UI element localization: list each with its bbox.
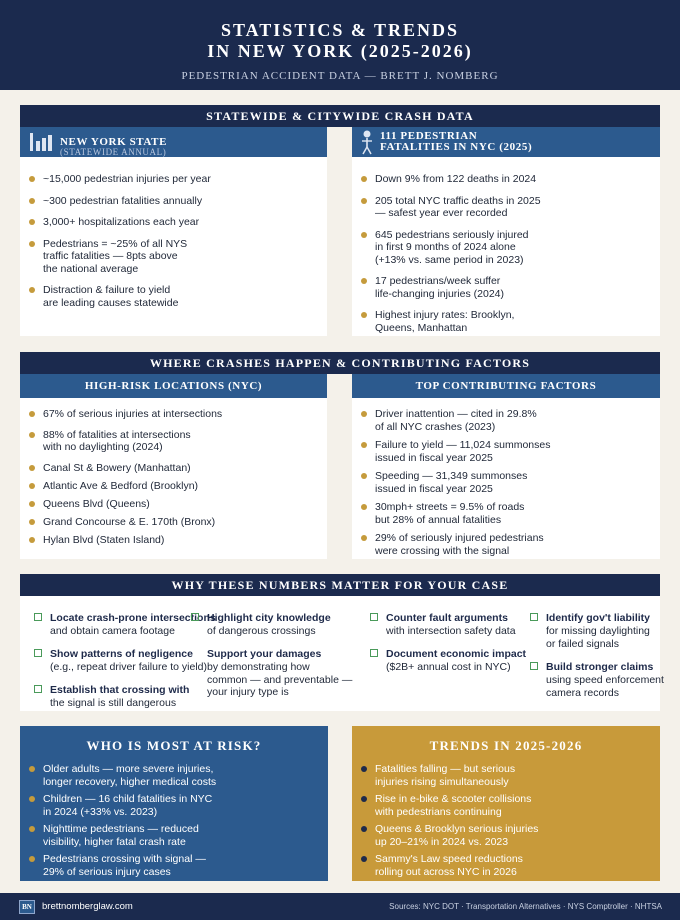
- why-item-desc: (e.g., repeat driver failure to yield): [50, 661, 207, 673]
- nyc-fatalities-heading-line1: 111 PEDESTRIAN: [380, 130, 478, 142]
- list-item: 645 pedestrians seriously injured in first 9 months of 2024 alone (+13% vs. same period in 2023): [361, 229, 651, 267]
- new-york-state-subheading: (STATEWIDE ANNUAL): [60, 147, 167, 157]
- why-item-desc: ($2B+ annual cost in NYC): [386, 661, 511, 673]
- why-item-title: Locate crash-prone intersections: [50, 612, 216, 624]
- contributing-factors-card: [352, 374, 660, 559]
- most-at-risk-panel: [20, 726, 328, 881]
- list-item: Driver inattention — cited in 29.8% of all NYC crashes (2023): [361, 408, 651, 433]
- list-item: Queens & Brooklyn serious injuries up 20–21% in 2024 vs. 2023: [361, 823, 651, 848]
- list-item: Distraction & failure to yield are leading causes statewide: [29, 284, 319, 309]
- list-item: 205 total NYC traffic deaths in 2025 — safest year ever recorded: [361, 195, 651, 220]
- new-york-state-card: [20, 127, 327, 336]
- checkbox-icon: [191, 613, 199, 621]
- list-item: Rise in e-bike & scooter collisions with pedestrians continuing: [361, 793, 651, 818]
- website-link[interactable]: brettnomberglaw.com: [42, 901, 133, 912]
- page-title-line2: IN NEW YORK (2025-2026): [207, 41, 473, 61]
- why-item-title: Support your damages: [207, 648, 322, 660]
- why-item-title: Show patterns of negligence: [50, 648, 193, 660]
- list-item: Nighttime pedestrians — reduced visibility, higher fatal crash rate: [29, 823, 319, 848]
- why-item-desc: by demonstrating how common — and preventable — your injury type is: [207, 661, 353, 698]
- list-item: Atlantic Ave & Bedford (Brooklyn): [29, 480, 319, 493]
- page-subtitle: PEDESTRIAN ACCIDENT DATA — BRETT J. NOMBERG: [181, 70, 499, 82]
- high-risk-locations-list: [29, 408, 319, 546]
- list-item: 30mph+ streets = 9.5% of roads but 28% of annual fatalities: [361, 501, 651, 526]
- list-item: 88% of fatalities at intersections with no daylighting (2024): [29, 429, 319, 454]
- list-item: Pedestrians = ~25% of all NYS traffic fatalities — 8pts above the national average: [29, 238, 319, 276]
- contributing-factors-list: [361, 408, 651, 557]
- high-risk-locations-card: [20, 374, 327, 559]
- list-item: Grand Concourse & E. 170th (Bronx): [29, 516, 319, 529]
- list-item: Failure to yield — 11,024 summonses issued in fiscal year 2025: [361, 439, 651, 464]
- page-title-line1: STATISTICS & TRENDS: [220, 20, 460, 40]
- list-item: Fatalities falling — but serious injuries rising simultaneously: [361, 763, 651, 788]
- list-item: Sammy's Law speed reductions rolling out across NYC in 2026: [361, 853, 651, 878]
- high-risk-locations-heading: HIGH-RISK LOCATIONS (NYC): [20, 374, 327, 398]
- section-why-title: WHY THESE NUMBERS MATTER FOR YOUR CASE: [20, 574, 660, 596]
- trends-list: [361, 763, 651, 878]
- new-york-state-header: [20, 127, 327, 157]
- list-item: Canal St & Bowery (Manhattan): [29, 462, 319, 475]
- section-statewide-title: STATEWIDE & CITYWIDE CRASH DATA: [20, 105, 660, 127]
- why-item-title: Highlight city knowledge: [207, 612, 331, 624]
- why-item-desc: with intersection safety data: [386, 625, 516, 637]
- trends-panel: [352, 726, 660, 881]
- why-numbers-matter-card: [20, 596, 664, 711]
- why-item-desc: using speed enforcement camera records: [546, 674, 664, 699]
- checkbox-icon: [530, 613, 538, 621]
- why-item-desc: of dangerous crossings: [207, 625, 316, 637]
- trends-title: TRENDS IN 2025-2026: [429, 738, 583, 753]
- list-item: Queens Blvd (Queens): [29, 498, 319, 511]
- list-item: 29% of seriously injured pedestrians were crossing with the signal: [361, 532, 651, 557]
- nyc-fatalities-list: [361, 173, 651, 334]
- new-york-state-list: [29, 173, 319, 309]
- list-item: Children — 16 child fatalities in NYC in 2024 (+33% vs. 2023): [29, 793, 319, 818]
- checkbox-icon: [530, 662, 538, 670]
- nyc-fatalities-header: [352, 127, 660, 157]
- sources-text: Sources: NYC DOT · Transportation Alternatives · NYS Comptroller · NHTSA: [389, 902, 662, 911]
- most-at-risk-list: [29, 763, 319, 878]
- list-item: Down 9% from 122 deaths in 2024: [361, 173, 651, 186]
- most-at-risk-title: WHO IS MOST AT RISK?: [86, 738, 262, 753]
- bar-chart-icon: [30, 131, 54, 151]
- why-item-desc: and obtain camera footage: [50, 625, 175, 637]
- checkbox-icon: [370, 649, 378, 657]
- list-item: 67% of serious injuries at intersections: [29, 408, 319, 421]
- nyc-fatalities-heading-line2: FATALITIES IN NYC (2025): [380, 141, 533, 153]
- list-item: ~300 pedestrian fatalities annually: [29, 195, 319, 208]
- contributing-factors-heading: TOP CONTRIBUTING FACTORS: [352, 374, 660, 398]
- page-header: [0, 0, 680, 90]
- list-item: Hylan Blvd (Staten Island): [29, 534, 319, 547]
- why-item-desc: for missing daylighting or failed signals: [546, 625, 650, 650]
- new-york-state-heading: NEW YORK STATE: [60, 136, 168, 148]
- list-item: ~15,000 pedestrian injuries per year: [29, 173, 319, 186]
- why-item-title: Identify gov't liability: [546, 612, 651, 624]
- checkbox-icon: [370, 613, 378, 621]
- list-item: Older adults — more severe injuries, longer recovery, higher medical costs: [29, 763, 319, 788]
- why-item-title: Document economic impact: [386, 648, 527, 660]
- firm-logo: BN: [19, 900, 35, 914]
- why-item-title: Build stronger claims: [546, 661, 654, 673]
- checkbox-icon: [34, 685, 42, 693]
- checkbox-icon: [34, 613, 42, 621]
- pedestrian-icon: [360, 130, 374, 155]
- list-item: 3,000+ hospitalizations each year: [29, 216, 319, 229]
- nyc-fatalities-card: [352, 127, 660, 336]
- list-item: Speeding — 31,349 summonses issued in fiscal year 2025: [361, 470, 651, 495]
- list-item: Highest injury rates: Brooklyn, Queens, Manhattan: [361, 309, 651, 334]
- list-item: Pedestrians crossing with signal — 29% of serious injury cases: [29, 853, 319, 878]
- why-item-title: Counter fault arguments: [386, 612, 508, 624]
- checkbox-icon: [34, 649, 42, 657]
- page-footer: [0, 893, 680, 920]
- why-item-title: Establish that crossing with: [50, 684, 190, 696]
- why-item-desc: the signal is still dangerous: [50, 697, 177, 709]
- list-item: 17 pedestrians/week suffer life-changing injuries (2024): [361, 275, 651, 300]
- section-crashes-title: WHERE CRASHES HAPPEN & CONTRIBUTING FACTORS: [20, 352, 660, 374]
